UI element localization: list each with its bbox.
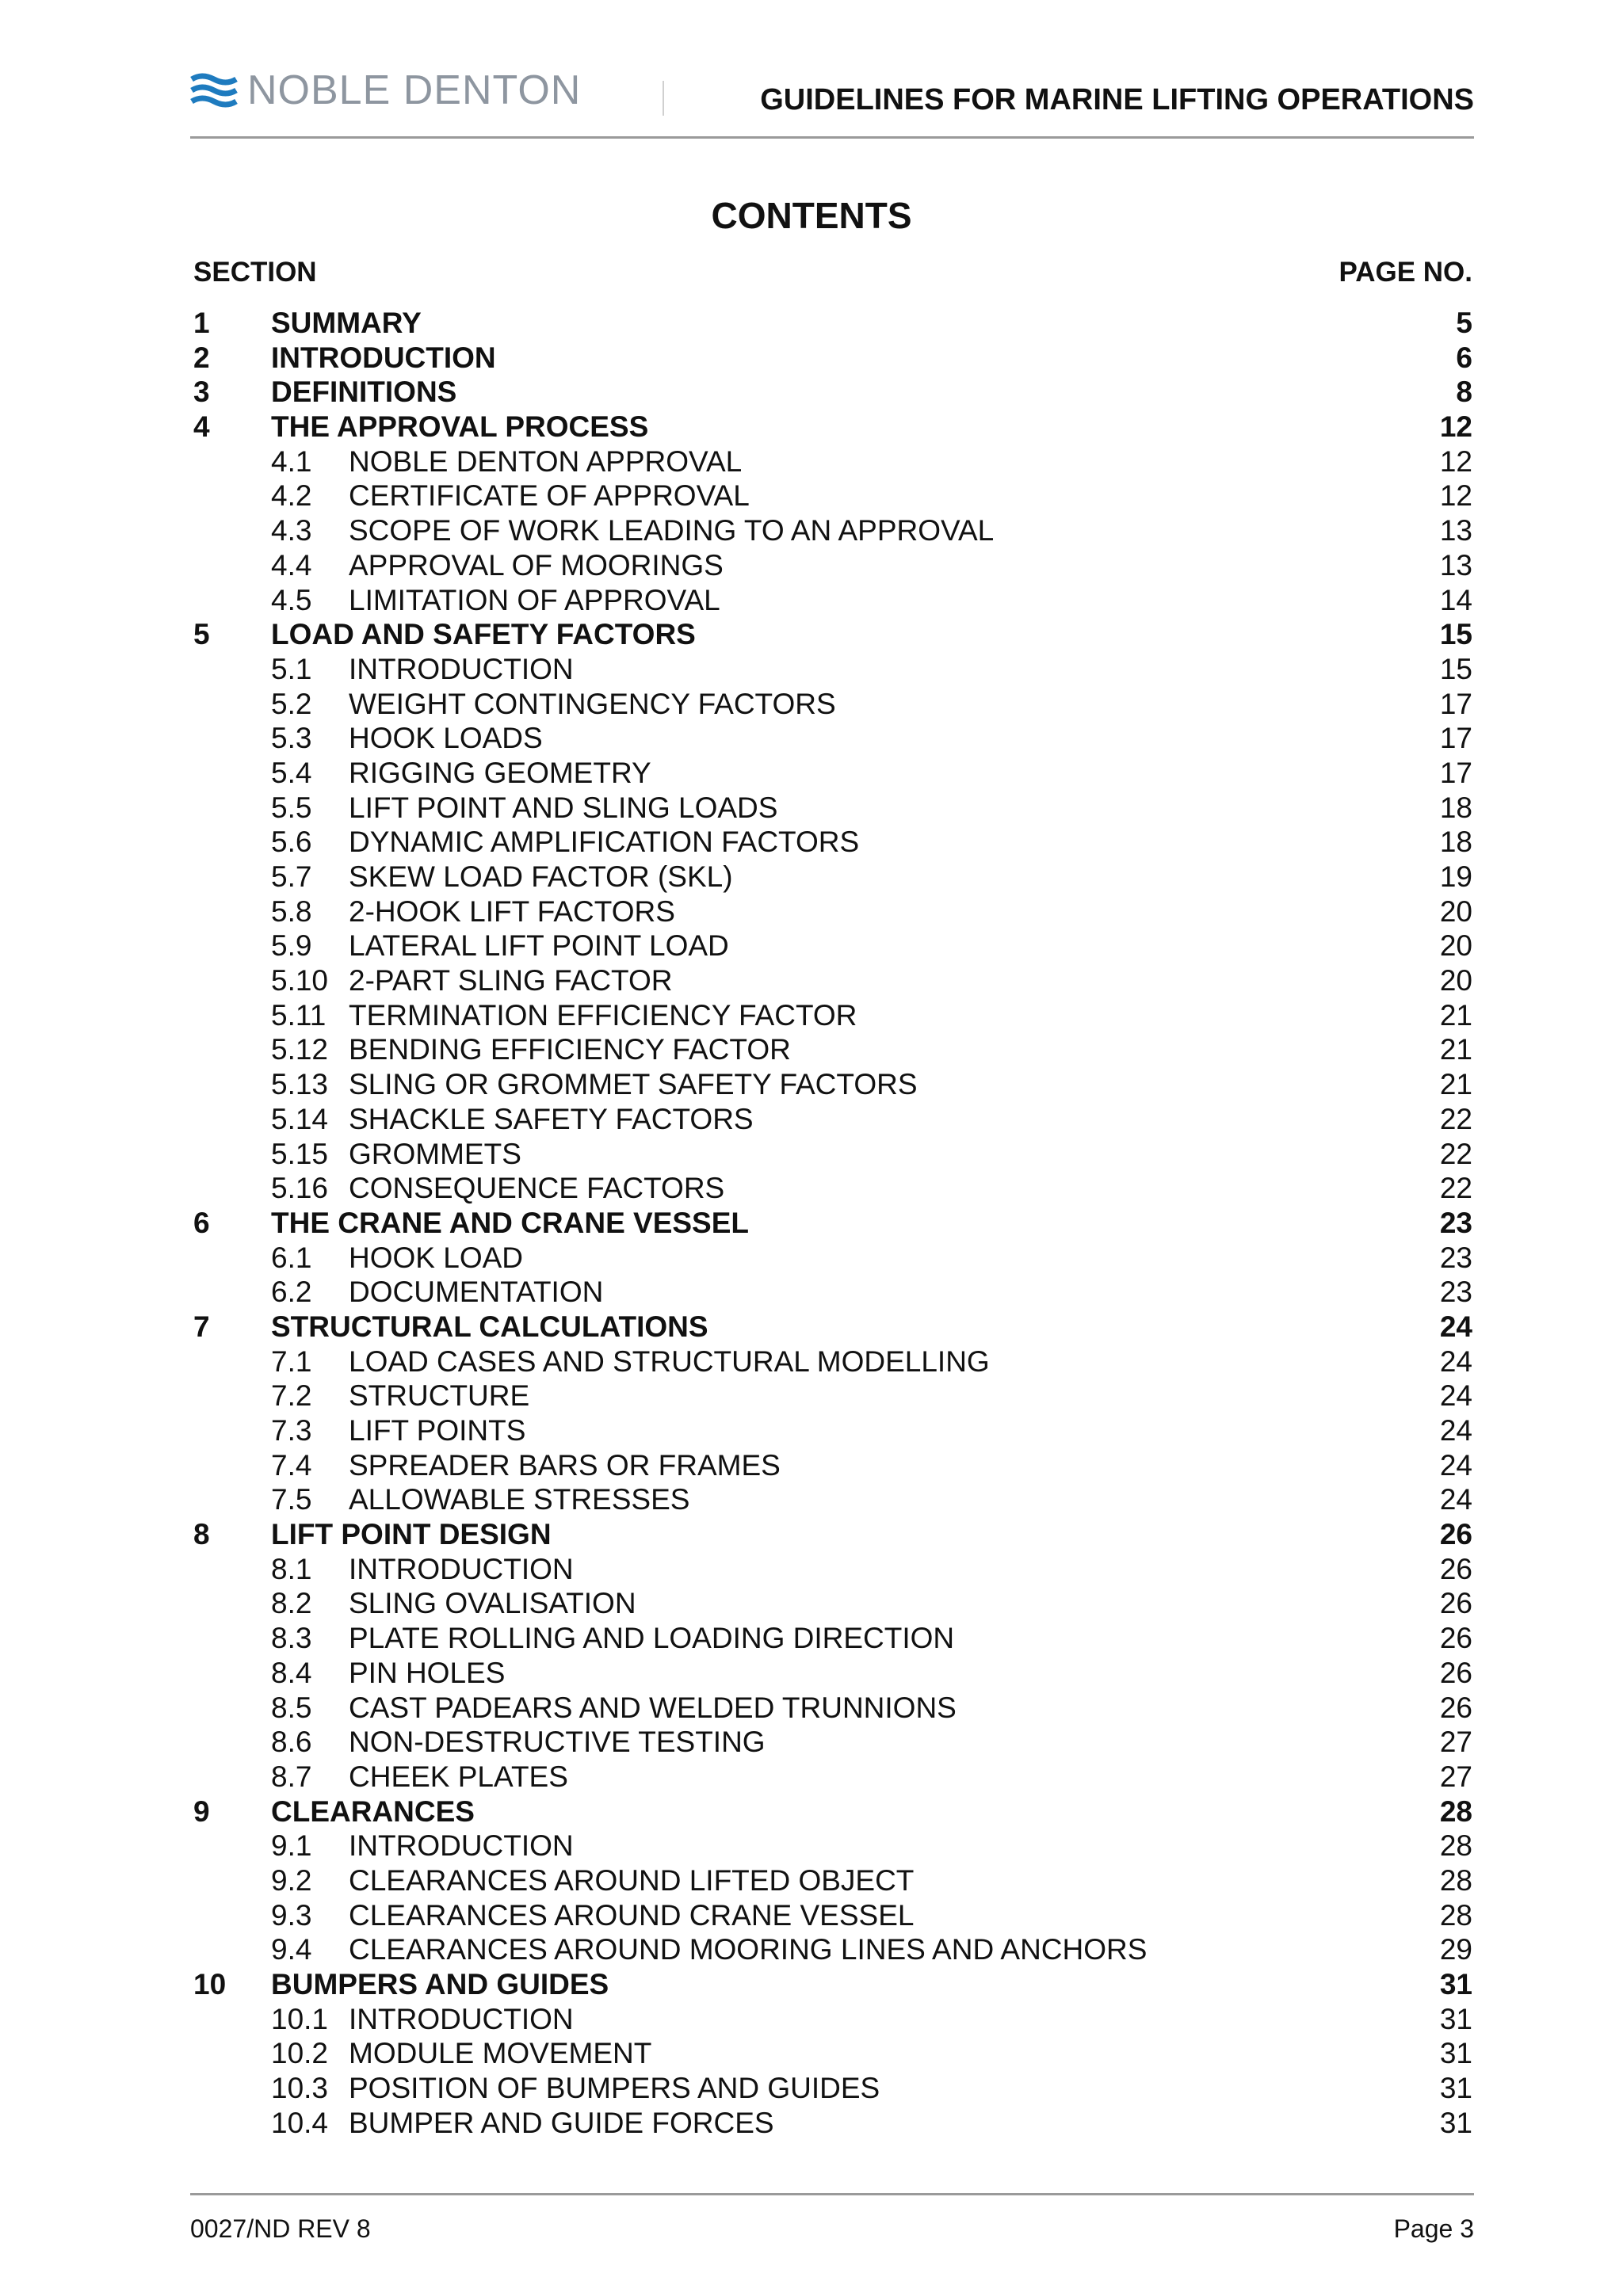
- toc-entry-title: HOOK LOAD: [349, 1241, 523, 1274]
- toc-entry-page: 22: [1439, 1137, 1472, 1170]
- toc-entry-title: RIGGING GEOMETRY: [349, 756, 651, 789]
- toc-entry-page: 22: [1439, 1102, 1472, 1135]
- toc-entry-page: 23: [1439, 1241, 1472, 1274]
- toc-entry-number: 10.3: [271, 2072, 329, 2105]
- toc-entry-page: 21: [1439, 1068, 1472, 1101]
- toc-entry-number: 3: [193, 376, 210, 409]
- table-of-contents: [193, 306, 1472, 2140]
- toc-entry-number: 4.1: [271, 444, 312, 478]
- toc-entry-number: 9.1: [271, 1829, 312, 1863]
- toc-entry-title: DOCUMENTATION: [349, 1276, 604, 1309]
- toc-entry-number: 5.15: [271, 1137, 329, 1170]
- toc-entry-number: 8: [193, 1518, 210, 1551]
- toc-entry-number: 4: [193, 410, 210, 444]
- toc-entry-page: 17: [1439, 687, 1472, 720]
- toc-subsection-row: [193, 860, 1472, 894]
- toc-entry-title: INTRODUCTION: [349, 1552, 574, 1585]
- toc-subsection-row: [193, 1760, 1472, 1794]
- toc-subsection-row: [193, 1829, 1472, 1863]
- toc-entry-title: CHEEK PLATES: [349, 1760, 568, 1793]
- toc-entry-title: CLEARANCES AROUND LIFTED OBJECT: [349, 1863, 915, 1897]
- toc-subsection-row: [193, 444, 1472, 479]
- toc-entry-number: 5.14: [271, 1102, 329, 1135]
- toc-entry-number: 4.4: [271, 548, 312, 582]
- toc-subsection-row: [193, 1863, 1472, 1898]
- toc-entry-page: 21: [1439, 1033, 1472, 1066]
- toc-entry-number: 6.1: [271, 1241, 312, 1274]
- toc-entry-title: STRUCTURAL CALCULATIONS: [271, 1310, 708, 1343]
- toc-section-row: [193, 341, 1472, 376]
- toc-entry-title: MODULE MOVEMENT: [349, 2037, 652, 2070]
- toc-entry-title: DEFINITIONS: [271, 376, 457, 409]
- toc-entry-title: 2-PART SLING FACTOR: [349, 964, 673, 997]
- toc-subsection-row: [193, 1448, 1472, 1483]
- toc-entry-title: ALLOWABLE STRESSES: [349, 1483, 690, 1516]
- toc-subsection-row: [193, 998, 1472, 1033]
- page-footer: [190, 2193, 1474, 2243]
- toc-entry-title: NOBLE DENTON APPROVAL: [349, 444, 743, 478]
- toc-section-row: [193, 1517, 1472, 1552]
- toc-entry-page: 26: [1439, 1622, 1472, 1655]
- toc-entry-page: 5: [1456, 307, 1472, 339]
- toc-entry-title: THE APPROVAL PROCESS: [271, 410, 649, 444]
- toc-subsection-row: [193, 1586, 1472, 1621]
- toc-entry-title: CAST PADEARS AND WELDED TRUNNIONS: [349, 1691, 957, 1724]
- toc-entry-number: 5.1: [271, 652, 312, 685]
- toc-subsection-row: [193, 1898, 1472, 1933]
- toc-entry-title: BENDING EFFICIENCY FACTOR: [349, 1033, 791, 1066]
- toc-entry-number: 10: [193, 1968, 227, 2000]
- toc-entry-page: 24: [1439, 1414, 1472, 1447]
- toc-section-row: [193, 306, 1472, 341]
- toc-entry-number: 6: [193, 1206, 210, 1239]
- toc-entry-title: DYNAMIC AMPLIFICATION FACTORS: [349, 826, 860, 859]
- toc-entry-page: 26: [1439, 1587, 1472, 1620]
- toc-subsection-row: [193, 1241, 1472, 1276]
- toc-entry-page: 31: [1439, 1968, 1472, 2000]
- toc-entry-page: 15: [1439, 652, 1472, 685]
- toc-entry-number: 5.7: [271, 860, 312, 893]
- toc-entry-page: 26: [1439, 1518, 1472, 1551]
- toc-entry-page: 31: [1439, 2106, 1472, 2139]
- toc-section-row: [193, 1794, 1472, 1829]
- toc-entry-title: APPROVAL OF MOORINGS: [349, 548, 724, 582]
- toc-entry-number: 5.12: [271, 1033, 329, 1066]
- toc-entry-number: 4.2: [271, 479, 312, 513]
- toc-entry-title: HOOK LOADS: [349, 722, 543, 755]
- toc-entry-number: 9: [193, 1794, 210, 1828]
- toc-entry-number: 7: [193, 1310, 210, 1343]
- toc-entry-title: LIFT POINT AND SLING LOADS: [349, 791, 778, 824]
- toc-entry-title: THE CRANE AND CRANE VESSEL: [271, 1206, 750, 1239]
- toc-entry-number: 4.5: [271, 583, 312, 616]
- toc-entry-page: 24: [1439, 1483, 1472, 1516]
- toc-entry-page: 24: [1439, 1379, 1472, 1413]
- toc-entry-number: 7.1: [271, 1344, 312, 1378]
- toc-entry-title: BUMPER AND GUIDE FORCES: [349, 2106, 774, 2139]
- toc-entry-page: 13: [1439, 548, 1472, 582]
- toc-section-row: [193, 375, 1472, 410]
- toc-entry-number: 7.3: [271, 1414, 312, 1447]
- toc-entry-page: 20: [1439, 964, 1472, 997]
- toc-subsection-row: [193, 1379, 1472, 1413]
- header-divider: [663, 81, 664, 116]
- toc-entry-title: CLEARANCES AROUND CRANE VESSEL: [349, 1898, 915, 1932]
- toc-entry-page: 28: [1439, 1829, 1472, 1863]
- toc-entry-number: 10.2: [271, 2037, 329, 2070]
- toc-entry-title: LIFT POINT DESIGN: [271, 1518, 552, 1551]
- toc-entry-page: 20: [1439, 929, 1472, 963]
- contents-heading: CONTENTS: [711, 195, 912, 236]
- toc-entry-number: 9.3: [271, 1898, 312, 1932]
- toc-subsection-row: [193, 1032, 1472, 1067]
- toc-entry-title: INTRODUCTION: [349, 1829, 574, 1863]
- toc-entry-page: 20: [1439, 894, 1472, 928]
- toc-entry-number: 8.7: [271, 1760, 312, 1793]
- toc-entry-number: 8.3: [271, 1622, 312, 1655]
- toc-subsection-row: [193, 2071, 1472, 2106]
- toc-subsection-row: [193, 1932, 1472, 1967]
- toc-entry-number: 5.13: [271, 1068, 329, 1101]
- toc-entry-page: 19: [1439, 860, 1472, 893]
- toc-entry-page: 31: [1439, 2002, 1472, 2035]
- toc-entry-number: 4.3: [271, 514, 312, 547]
- toc-entry-page: 23: [1439, 1276, 1472, 1309]
- toc-entry-page: 31: [1439, 2037, 1472, 2070]
- toc-entry-title: PLATE ROLLING AND LOADING DIRECTION: [349, 1622, 955, 1655]
- toc-subsection-row: [193, 1067, 1472, 1102]
- toc-subsection-row: [193, 1344, 1472, 1379]
- toc-subsection-row: [193, 1621, 1472, 1656]
- toc-entry-page: 27: [1439, 1726, 1472, 1759]
- toc-entry-number: 9.4: [271, 1933, 312, 1966]
- toc-subsection-row: [193, 2002, 1472, 2037]
- toc-entry-page: 24: [1439, 1448, 1472, 1482]
- toc-entry-number: 10.1: [271, 2002, 329, 2035]
- toc-entry-page: 22: [1439, 1172, 1472, 1205]
- toc-entry-page: 12: [1439, 410, 1472, 444]
- toc-entry-number: 8.6: [271, 1726, 312, 1759]
- toc-entry-number: 8.5: [271, 1691, 312, 1724]
- toc-entry-number: 5: [193, 618, 210, 651]
- company-logo: [190, 68, 581, 113]
- toc-entry-title: INTRODUCTION: [349, 652, 574, 685]
- toc-entry-title: LATERAL LIFT POINT LOAD: [349, 929, 729, 963]
- toc-entry-number: 8.1: [271, 1552, 312, 1585]
- toc-entry-title: CLEARANCES AROUND MOORING LINES AND ANCHORS: [349, 1933, 1148, 1966]
- toc-entry-number: 8.4: [271, 1656, 312, 1689]
- toc-entry-title: SPREADER BARS OR FRAMES: [349, 1448, 781, 1482]
- toc-entry-title: 2-HOOK LIFT FACTORS: [349, 894, 675, 928]
- toc-subsection-row: [193, 2036, 1472, 2071]
- toc-entry-number: 5.4: [271, 756, 312, 789]
- toc-entry-title: CONSEQUENCE FACTORS: [349, 1172, 725, 1205]
- toc-entry-number: 10.4: [271, 2106, 329, 2139]
- toc-subsection-row: [193, 652, 1472, 687]
- toc-subsection-row: [193, 756, 1472, 791]
- toc-entry-page: 26: [1439, 1656, 1472, 1689]
- toc-entry-number: 5.2: [271, 687, 312, 720]
- page-column-label: PAGE NO.: [1338, 257, 1472, 288]
- toc-entry-page: 26: [1439, 1691, 1472, 1724]
- toc-subsection-row: [193, 1691, 1472, 1726]
- toc-entry-page: 31: [1439, 2072, 1472, 2105]
- toc-section-row: [193, 1206, 1472, 1241]
- toc-entry-title: SHACKLE SAFETY FACTORS: [349, 1102, 754, 1135]
- toc-entry-page: 13: [1439, 514, 1472, 547]
- toc-subsection-row: [193, 721, 1472, 756]
- toc-subsection-row: [193, 1102, 1472, 1137]
- toc-entry-title: SKEW LOAD FACTOR (SKL): [349, 860, 733, 893]
- toc-entry-page: 6: [1456, 341, 1472, 374]
- toc-entry-number: 5.3: [271, 722, 312, 755]
- toc-entry-number: 7.2: [271, 1379, 312, 1413]
- toc-entry-number: 8.2: [271, 1587, 312, 1620]
- toc-entry-number: 5.6: [271, 826, 312, 859]
- toc-entry-number: 2: [193, 341, 210, 374]
- toc-entry-title: BUMPERS AND GUIDES: [271, 1968, 609, 2000]
- toc-subsection-row: [193, 825, 1472, 860]
- toc-entry-number: 7.4: [271, 1448, 312, 1482]
- toc-entry-page: 24: [1439, 1344, 1472, 1378]
- toc-entry-title: CERTIFICATE OF APPROVAL: [349, 479, 750, 513]
- section-column-label: SECTION: [193, 257, 317, 288]
- toc-entry-number: 5.16: [271, 1172, 329, 1205]
- toc-subsection-row: [193, 963, 1472, 998]
- toc-entry-title: SCOPE OF WORK LEADING TO AN APPROVAL: [349, 514, 995, 547]
- toc-subsection-row: [193, 1171, 1472, 1206]
- toc-subsection-row: [193, 513, 1472, 548]
- toc-subsection-row: [193, 929, 1472, 963]
- toc-entry-title: PIN HOLES: [349, 1656, 506, 1689]
- page-number: Page 3: [1393, 2214, 1474, 2243]
- toc-entry-title: SUMMARY: [271, 307, 422, 339]
- toc-entry-page: 21: [1439, 998, 1472, 1032]
- toc-entry-page: 12: [1439, 479, 1472, 513]
- toc-entry-number: 9.2: [271, 1863, 312, 1897]
- toc-entry-title: INTRODUCTION: [349, 2002, 574, 2035]
- toc-subsection-row: [193, 1137, 1472, 1172]
- toc-entry-page: 14: [1439, 583, 1472, 616]
- toc-entry-number: 5.8: [271, 894, 312, 928]
- toc-subsection-row: [193, 1656, 1472, 1691]
- toc-entry-title: NON-DESTRUCTIVE TESTING: [349, 1726, 766, 1759]
- toc-entry-page: 12: [1439, 444, 1472, 478]
- toc-subsection-row: [193, 894, 1472, 929]
- toc-entry-number: 5.11: [271, 998, 327, 1032]
- toc-entry-title: LIMITATION OF APPROVAL: [349, 583, 720, 616]
- toc-entry-page: 28: [1439, 1863, 1472, 1897]
- toc-entry-number: 6.2: [271, 1276, 312, 1309]
- toc-subsection-row: [193, 1482, 1472, 1517]
- document-reference: 0027/ND REV 8: [190, 2214, 371, 2243]
- toc-entry-title: LOAD CASES AND STRUCTURAL MODELLING: [349, 1344, 990, 1378]
- toc-entry-title: WEIGHT CONTINGENCY FACTORS: [349, 687, 836, 720]
- toc-section-row: [193, 410, 1472, 444]
- toc-subsection-row: [193, 1552, 1472, 1587]
- toc-subsection-row: [193, 1413, 1472, 1448]
- toc-subsection-row: [193, 791, 1472, 826]
- toc-entry-number: 7.5: [271, 1483, 312, 1516]
- toc-entry-title: TERMINATION EFFICIENCY FACTOR: [349, 998, 857, 1032]
- toc-entry-page: 18: [1439, 826, 1472, 859]
- toc-subsection-row: [193, 2106, 1472, 2141]
- toc-entry-page: 28: [1439, 1898, 1472, 1932]
- toc-entry-number: 5.9: [271, 929, 312, 963]
- toc-entry-page: 15: [1439, 618, 1472, 651]
- toc-entry-page: 17: [1439, 722, 1472, 755]
- waves-logo-icon: [190, 72, 238, 109]
- toc-section-row: [193, 617, 1472, 652]
- toc-entry-title: CLEARANCES: [271, 1794, 475, 1828]
- page-header: [190, 67, 1474, 139]
- toc-section-row: [193, 1310, 1472, 1344]
- toc-subsection-row: [193, 479, 1472, 513]
- toc-subsection-row: [193, 687, 1472, 722]
- toc-subsection-row: [193, 583, 1472, 618]
- logo-text: NOBLE DENTON: [247, 67, 582, 113]
- toc-entry-page: 23: [1439, 1206, 1472, 1239]
- toc-entry-number: 5.5: [271, 791, 312, 824]
- toc-entry-page: 28: [1439, 1794, 1472, 1828]
- document-title: GUIDELINES FOR MARINE LIFTING OPERATIONS: [760, 83, 1474, 116]
- toc-entry-page: 26: [1439, 1552, 1472, 1585]
- toc-subsection-row: [193, 548, 1472, 583]
- toc-entry-page: 17: [1439, 756, 1472, 789]
- toc-entry-page: 29: [1439, 1933, 1472, 1966]
- toc-entry-title: GROMMETS: [349, 1137, 521, 1170]
- toc-entry-title: LIFT POINTS: [349, 1414, 526, 1447]
- toc-entry-title: LOAD AND SAFETY FACTORS: [271, 618, 696, 651]
- toc-subsection-row: [193, 1275, 1472, 1310]
- toc-entry-title: SLING OR GROMMET SAFETY FACTORS: [349, 1068, 918, 1101]
- toc-entry-page: 27: [1439, 1760, 1472, 1793]
- toc-entry-number: 1: [193, 307, 210, 339]
- toc-section-row: [193, 1967, 1472, 2002]
- toc-entry-title: INTRODUCTION: [271, 341, 496, 374]
- toc-subsection-row: [193, 1725, 1472, 1760]
- toc-entry-page: 18: [1439, 791, 1472, 824]
- toc-entry-title: SLING OVALISATION: [349, 1587, 636, 1620]
- toc-entry-page: 24: [1439, 1310, 1472, 1343]
- toc-entry-number: 5.10: [271, 964, 329, 997]
- toc-entry-page: 8: [1456, 376, 1472, 409]
- toc-entry-title: POSITION OF BUMPERS AND GUIDES: [349, 2072, 880, 2105]
- toc-entry-title: STRUCTURE: [349, 1379, 530, 1413]
